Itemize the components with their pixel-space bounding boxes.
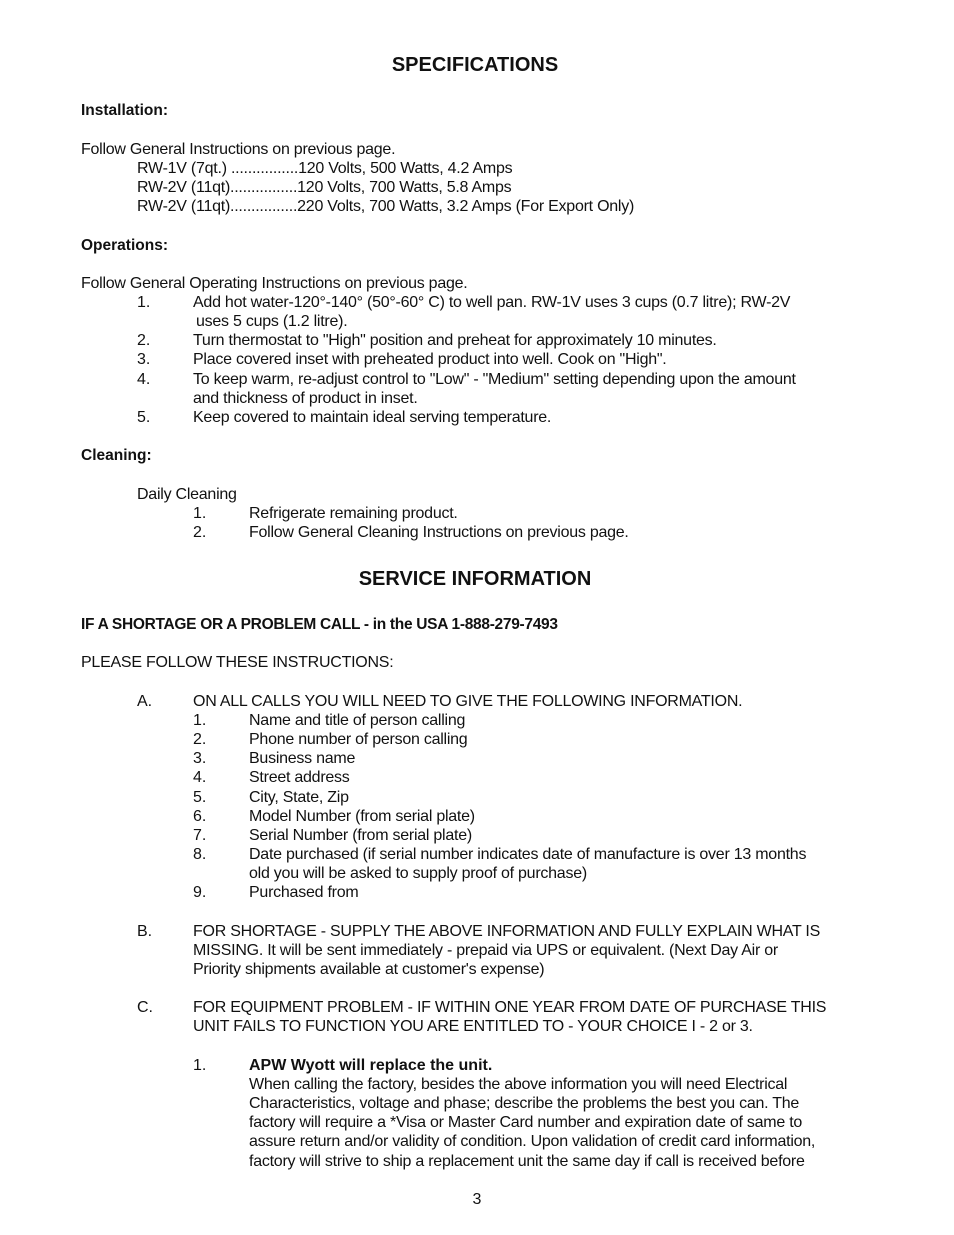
item-number: 2. xyxy=(193,731,207,748)
cleaning-subheading: Daily Cleaning xyxy=(137,486,237,503)
operations-intro: Follow General Operating Instructions on previous page. xyxy=(81,275,468,292)
item-text: City, State, Zip xyxy=(249,789,349,806)
step-number: 4. xyxy=(137,371,151,388)
item-number: 8. xyxy=(193,846,207,863)
model-spec-row xyxy=(137,159,512,178)
item-text: Date purchased (if serial number indicates date of manufacture is over 13 months xyxy=(249,846,807,863)
item-number: 7. xyxy=(193,827,207,844)
model-rating: 220 Volts, 700 Watts, 3.2 Amps (For Export Only) xyxy=(297,198,635,215)
step-number: 3. xyxy=(137,351,151,368)
item-number: 9. xyxy=(193,884,207,901)
step-text: Follow General Cleaning Instructions on previous page. xyxy=(249,524,629,541)
item-number: 3. xyxy=(193,750,207,767)
option-text: assure return and/or validity of condition. Upon validation of credit card information, xyxy=(249,1133,816,1150)
option-text: factory will strive to ship a replacement unit the same day if call is received before xyxy=(249,1153,805,1170)
step-text: uses 5 cups (1.2 litre). xyxy=(196,313,348,330)
step-text: Keep covered to maintain ideal serving temperature. xyxy=(193,409,552,426)
section-b-text: MISSING. It will be sent immediately - prepaid via UPS or equivalent. (Next Day Air or xyxy=(193,942,778,959)
page-number: 3 xyxy=(472,1191,482,1208)
item-text: Serial Number (from serial plate) xyxy=(249,827,472,844)
model-name: RW-1V (7qt.) ................ xyxy=(137,160,299,177)
model-spec-row xyxy=(137,178,511,197)
section-c-text: FOR EQUIPMENT PROBLEM - IF WITHIN ONE YEAR FROM DATE OF PURCHASE THIS xyxy=(193,999,827,1016)
section-a-text: ON ALL CALLS YOU WILL NEED TO GIVE THE FOLLOWING INFORMATION. xyxy=(193,693,743,710)
step-text: and thickness of product in inset. xyxy=(193,390,418,407)
model-name: RW-2V (11qt)................ xyxy=(137,179,298,196)
section-c-text: UNIT FAILS TO FUNCTION YOU ARE ENTITLED TO - YOUR CHOICE I - 2 or 3. xyxy=(193,1018,753,1035)
specifications-title: SPECIFICATIONS xyxy=(391,54,559,76)
option-text: factory will require a *Visa or Master Card number and expiration date of same to xyxy=(249,1114,803,1131)
item-text: Name and title of person calling xyxy=(249,712,466,729)
model-spec-row xyxy=(137,197,634,216)
option-text: Characteristics, voltage and phase; describe the problems the best you can. The xyxy=(249,1095,800,1112)
step-text: Turn thermostat to "High" position and preheat for approximately 10 minutes. xyxy=(193,332,717,349)
item-number: 4. xyxy=(193,769,207,786)
item-number: 1. xyxy=(193,712,207,729)
item-text: Street address xyxy=(249,769,350,786)
model-rating: 120 Volts, 500 Watts, 4.2 Amps xyxy=(298,160,513,177)
item-text: Model Number (from serial plate) xyxy=(249,808,475,825)
section-b-text: Priority shipments available at customer's expense) xyxy=(193,961,545,978)
model-rating: 120 Volts, 700 Watts, 5.8 Amps xyxy=(297,179,512,196)
step-number: 5. xyxy=(137,409,151,426)
step-text: To keep warm, re-adjust control to "Low" - "Medium" setting depending upon the amount xyxy=(193,371,796,388)
call-line: IF A SHORTAGE OR A PROBLEM CALL - in the USA 1-888-279-7493 xyxy=(81,616,558,633)
step-text: Add hot water-120°-140° (50°-60° C) to well pan. RW-1V uses 3 cups (0.7 litre); RW-2V xyxy=(193,294,791,311)
item-text: Purchased from xyxy=(249,884,359,901)
step-text: Refrigerate remaining product. xyxy=(249,505,458,522)
section-letter: A. xyxy=(137,693,153,710)
option-number: 1. xyxy=(193,1057,207,1074)
operations-heading: Operations: xyxy=(81,237,168,254)
item-number: 6. xyxy=(193,808,207,825)
step-number: 2. xyxy=(137,332,151,349)
item-number: 5. xyxy=(193,789,207,806)
installation-intro: Follow General Instructions on previous page. xyxy=(81,141,396,158)
section-b-text: FOR SHORTAGE - SUPPLY THE ABOVE INFORMATION AND FULLY EXPLAIN WHAT IS xyxy=(193,923,821,940)
step-number: 2. xyxy=(193,524,207,541)
please-follow-text: PLEASE FOLLOW THESE INSTRUCTIONS: xyxy=(81,654,394,671)
option-title: APW Wyott will replace the unit. xyxy=(249,1057,493,1074)
section-letter: C. xyxy=(137,999,153,1016)
step-number: 1. xyxy=(193,505,207,522)
step-text: Place covered inset with preheated product into well. Cook on "High". xyxy=(193,351,667,368)
model-name: RW-2V (11qt)................ xyxy=(137,198,298,215)
item-text: old you will be asked to supply proof of purchase) xyxy=(249,865,587,882)
item-text: Business name xyxy=(249,750,356,767)
cleaning-heading: Cleaning: xyxy=(81,447,152,464)
installation-heading: Installation: xyxy=(81,102,168,119)
section-letter: B. xyxy=(137,923,153,940)
service-information-title: SERVICE INFORMATION xyxy=(358,568,592,590)
item-text: Phone number of person calling xyxy=(249,731,468,748)
step-number: 1. xyxy=(137,294,151,311)
option-text: When calling the factory, besides the above information you will need Electrical xyxy=(249,1076,788,1093)
